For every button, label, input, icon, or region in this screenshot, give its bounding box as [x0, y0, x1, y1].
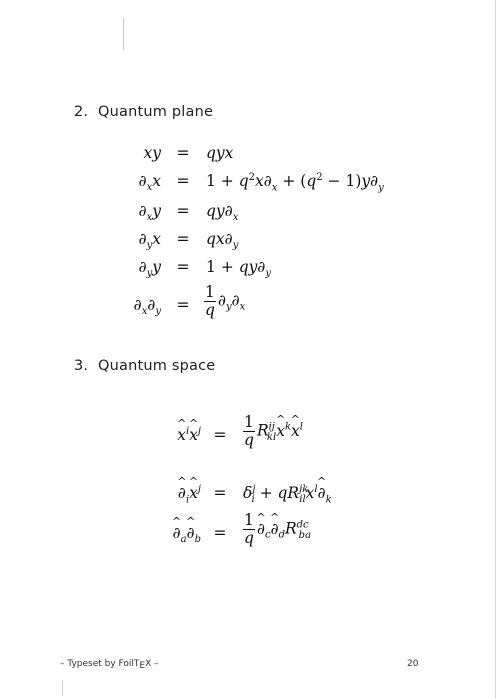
- footer-tex-t: T: [133, 659, 140, 669]
- scan-artifact: [62, 680, 63, 696]
- equation-lhs: $\partial_xy$: [138, 202, 161, 224]
- equation-relation: =: [176, 202, 190, 220]
- footer-text-suffix: –: [151, 659, 159, 669]
- equation-lhs: $\partial_x\partial_y$: [133, 296, 161, 318]
- equation-relation: =: [176, 144, 190, 162]
- scan-artifact: [123, 18, 124, 50]
- equation-lhs: $\partial_yx$: [138, 230, 161, 252]
- equation-relation: =: [213, 484, 227, 502]
- footer-text: – Typeset by Foil: [60, 659, 134, 669]
- equation-rhs: $1 + q^2x\partial_x + (q^2 - 1)y\partial_y$: [206, 172, 384, 194]
- section-number: 3.: [74, 358, 89, 374]
- footer-tex-e: E: [139, 661, 146, 671]
- equation-relation: =: [213, 426, 227, 444]
- equation-row: [0, 284, 500, 328]
- equation-rhs: $\frac{1}{q}$ $\partial_y\partial_x$: [205, 283, 246, 319]
- footer-typeset-note: [60, 659, 159, 669]
- footer-tex-x: X: [145, 659, 152, 669]
- equation-lhs: xy: [143, 144, 161, 162]
- page-edge: [495, 0, 496, 699]
- equation-rhs: $qx\partial_y$: [206, 230, 239, 252]
- equation-relation: =: [176, 296, 190, 314]
- fraction: $\frac{1}{q}$: [205, 283, 215, 319]
- equation-lhs: $\partial_yy$: [138, 258, 161, 280]
- equation-rhs: $\frac{1}{q}$ $R^{ij}_{kl}\^{}$ $x^k\^{}$ $x^l$: [243, 414, 303, 449]
- equation-rhs: qyx: [206, 144, 234, 162]
- equation-lhs: ^ $\partial_a\^{}$ $\partial_b$: [173, 524, 201, 545]
- equation-rhs: $\delta^j_i$ + $qR^{jk}_{il}x^l\^{}$ $\partial_k$: [243, 484, 332, 505]
- equation-relation: =: [176, 230, 190, 248]
- equation-relation: =: [213, 524, 227, 542]
- equation-rhs: $\frac{1}{q}$ ^ $\partial_c\^{}$ $\partial_dR^{dc}_{ba}$: [243, 512, 311, 547]
- equation-lhs: $\partial_xx$: [138, 172, 161, 194]
- page-number: 20: [407, 659, 419, 669]
- fraction: $\frac{1}{q}$: [244, 413, 254, 449]
- equation-rhs: $1 + qy\partial_y$: [206, 258, 272, 280]
- equation-row: [0, 412, 500, 460]
- equation-lhs: ^ $x^i\^{}$ $x^j$: [177, 426, 201, 444]
- equation-lhs: ^ $\partial_i\^{}$ $x^j$: [178, 484, 201, 505]
- section-heading: [74, 104, 213, 120]
- section-title: Quantum plane: [98, 104, 214, 120]
- section-number: 2.: [74, 104, 89, 120]
- equation-relation: =: [176, 258, 190, 276]
- equation-relation: =: [176, 172, 190, 190]
- fraction: $\frac{1}{q}$: [244, 511, 254, 547]
- equation-rhs: $qy\partial_x$: [206, 202, 239, 224]
- section-title: Quantum space: [98, 358, 216, 374]
- equation-row: [0, 510, 500, 558]
- section-heading: [74, 358, 215, 374]
